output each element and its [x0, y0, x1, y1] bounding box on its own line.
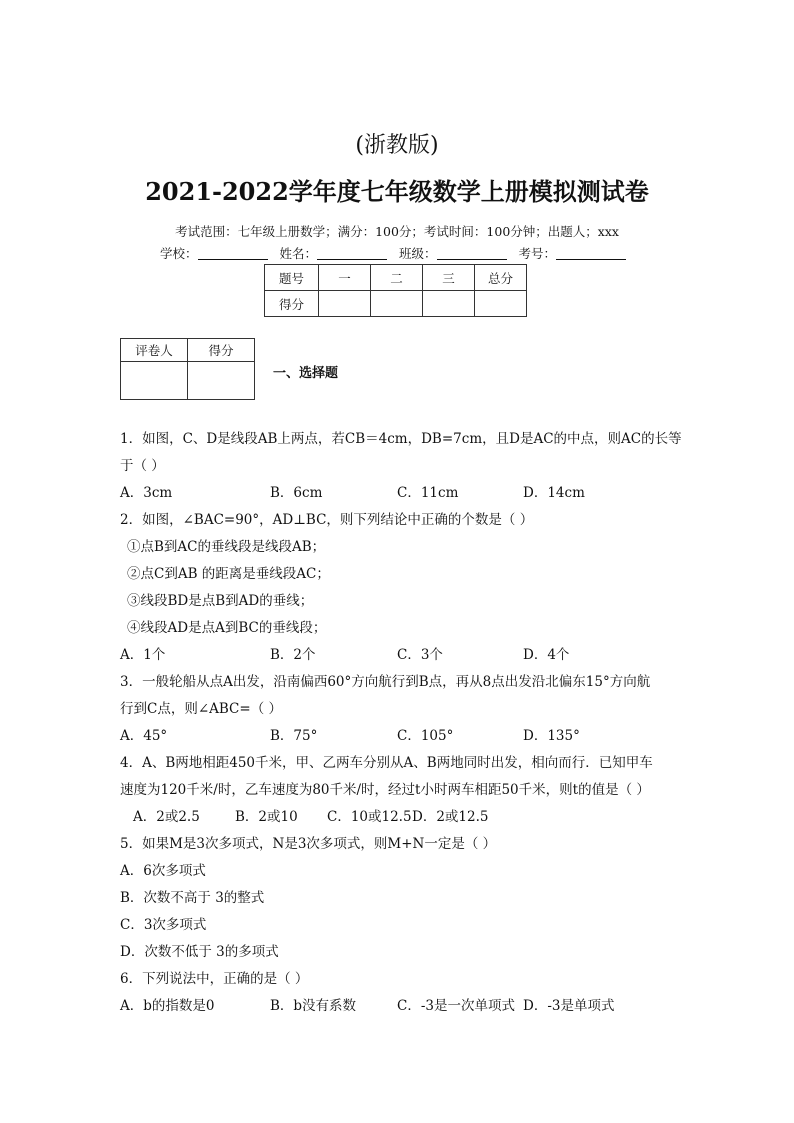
exam-number-label: 考号： — [518, 246, 556, 261]
question-2-statement-2: ②点C到AB 的距离是垂线段AC； — [127, 566, 330, 582]
score-row-label: 得分 — [265, 291, 319, 317]
grader-table-header-row — [121, 339, 255, 362]
question-1-option-a: A．3cm — [120, 485, 173, 501]
question-1-option-c: C．11cm — [397, 485, 459, 501]
question-6-option-a: A．b的指数是0 — [120, 998, 215, 1014]
question-3-option-b: B．75° — [270, 728, 318, 744]
question-3-option-d: D．135° — [523, 728, 580, 744]
grader-table — [120, 338, 255, 400]
exam-title: 2021-2022学年度七年级数学上册模拟测试卷 — [145, 177, 649, 206]
score-cell — [371, 291, 423, 317]
score-table — [264, 264, 527, 317]
section-title: 一、选择题 — [273, 366, 339, 381]
exam-info: 考试范围：七年级上册数学；满分：100分；考试时间：100分钟；出题人；xxx — [175, 224, 619, 239]
school-blank — [198, 247, 268, 260]
score-header-cell: 一 — [319, 265, 371, 291]
grader-cell — [121, 362, 188, 400]
question-6-line-1: 6．下列说法中，正确的是（ ） — [120, 971, 309, 987]
score-table-score-row — [265, 291, 527, 317]
score-header-cell: 二 — [371, 265, 423, 291]
class-label: 班级： — [398, 246, 437, 261]
school-label: 学校： — [159, 246, 198, 261]
question-5-option-b: B．次数不高于 3的整式 — [120, 890, 265, 906]
question-3-option-a: A．45° — [120, 728, 168, 744]
question-1-line-2: 于（ ） — [120, 458, 165, 474]
score-table-header-row — [265, 265, 527, 291]
question-4-option-d: D．2或12.5 — [412, 809, 489, 825]
score-cell — [319, 291, 371, 317]
grader-cell — [188, 362, 255, 400]
question-4-option-c: C．10或12.5 — [327, 809, 412, 825]
question-2-line-1: 2．如图，∠BAC=90°，AD⊥BC，则下列结论中正确的个数是（ ） — [120, 512, 534, 528]
question-5-option-c: C．3次多项式 — [120, 917, 207, 933]
question-5-option-a: A．6次多项式 — [120, 863, 206, 879]
question-1-option-b: B．6cm — [270, 485, 323, 501]
score-header-cell: 题号 — [265, 265, 319, 291]
question-6-option-d: D．-3是单项式 — [523, 998, 615, 1014]
question-4-option-a: A．2或2.5 — [133, 809, 200, 825]
question-1-line-1: 1．如图，C、D是线段AB上两点，若CB＝4cm，DB=7cm，且D是AC的中点，则AC的长等 — [120, 431, 682, 447]
question-4-option-b: B．2或10 — [235, 809, 298, 825]
class-blank — [437, 247, 507, 260]
question-3-line-1: 3．一般轮船从点A出发，沿南偏西60°方向航行到B点，再从8点出发沿北偏东15°方向航 — [120, 674, 651, 690]
question-4-line-1: 4．A、B两地相距450千米，甲、乙两车分别从A、B两地同时出发，相向而行．已知甲车 — [120, 755, 653, 771]
score-header-cell: 总分 — [475, 265, 527, 291]
name-blank — [317, 247, 387, 260]
exam-number-blank — [556, 247, 626, 260]
question-2-option-d: D．4个 — [523, 647, 570, 663]
question-2-statement-4: ④线段AD是点A到BC的垂线段； — [127, 620, 327, 636]
question-2-option-b: B．2个 — [270, 647, 316, 663]
grader-header-cell: 评卷人 — [121, 339, 188, 362]
question-3-line-2: 行到C点，则∠ABC=（ ） — [120, 701, 282, 717]
question-6-option-b: B．b没有系数 — [270, 998, 357, 1014]
name-label: 姓名： — [279, 246, 317, 261]
question-2-statement-1: ①点B到AC的垂线段是线段AB； — [127, 539, 326, 555]
question-1-option-d: D．14cm — [523, 485, 585, 501]
question-6-option-c: C．-3是一次单项式 — [397, 998, 515, 1014]
grader-table-blank-row — [121, 362, 255, 400]
question-2-statement-3: ③线段BD是点B到AD的垂线； — [127, 593, 314, 609]
exam-edition: (浙教版) — [355, 133, 439, 158]
score-header-cell: 三 — [423, 265, 475, 291]
question-2-option-a: A．1个 — [120, 647, 166, 663]
score-cell — [475, 291, 527, 317]
score-cell — [423, 291, 475, 317]
question-5-line-1: 5．如果M是3次多项式，N是3次多项式，则M+N一定是（ ） — [120, 836, 497, 852]
question-2-option-c: C．3个 — [397, 647, 443, 663]
grader-header-cell: 得分 — [188, 339, 255, 362]
question-3-option-c: C．105° — [397, 728, 454, 744]
question-4-line-2: 速度为120千米/时，乙车速度为80千米/时，经过t小时两车相距50千米，则t的值是（ ） — [120, 782, 650, 798]
student-fields — [0, 244, 794, 262]
question-5-option-d: D．次数不低于 3的多项式 — [120, 944, 279, 960]
